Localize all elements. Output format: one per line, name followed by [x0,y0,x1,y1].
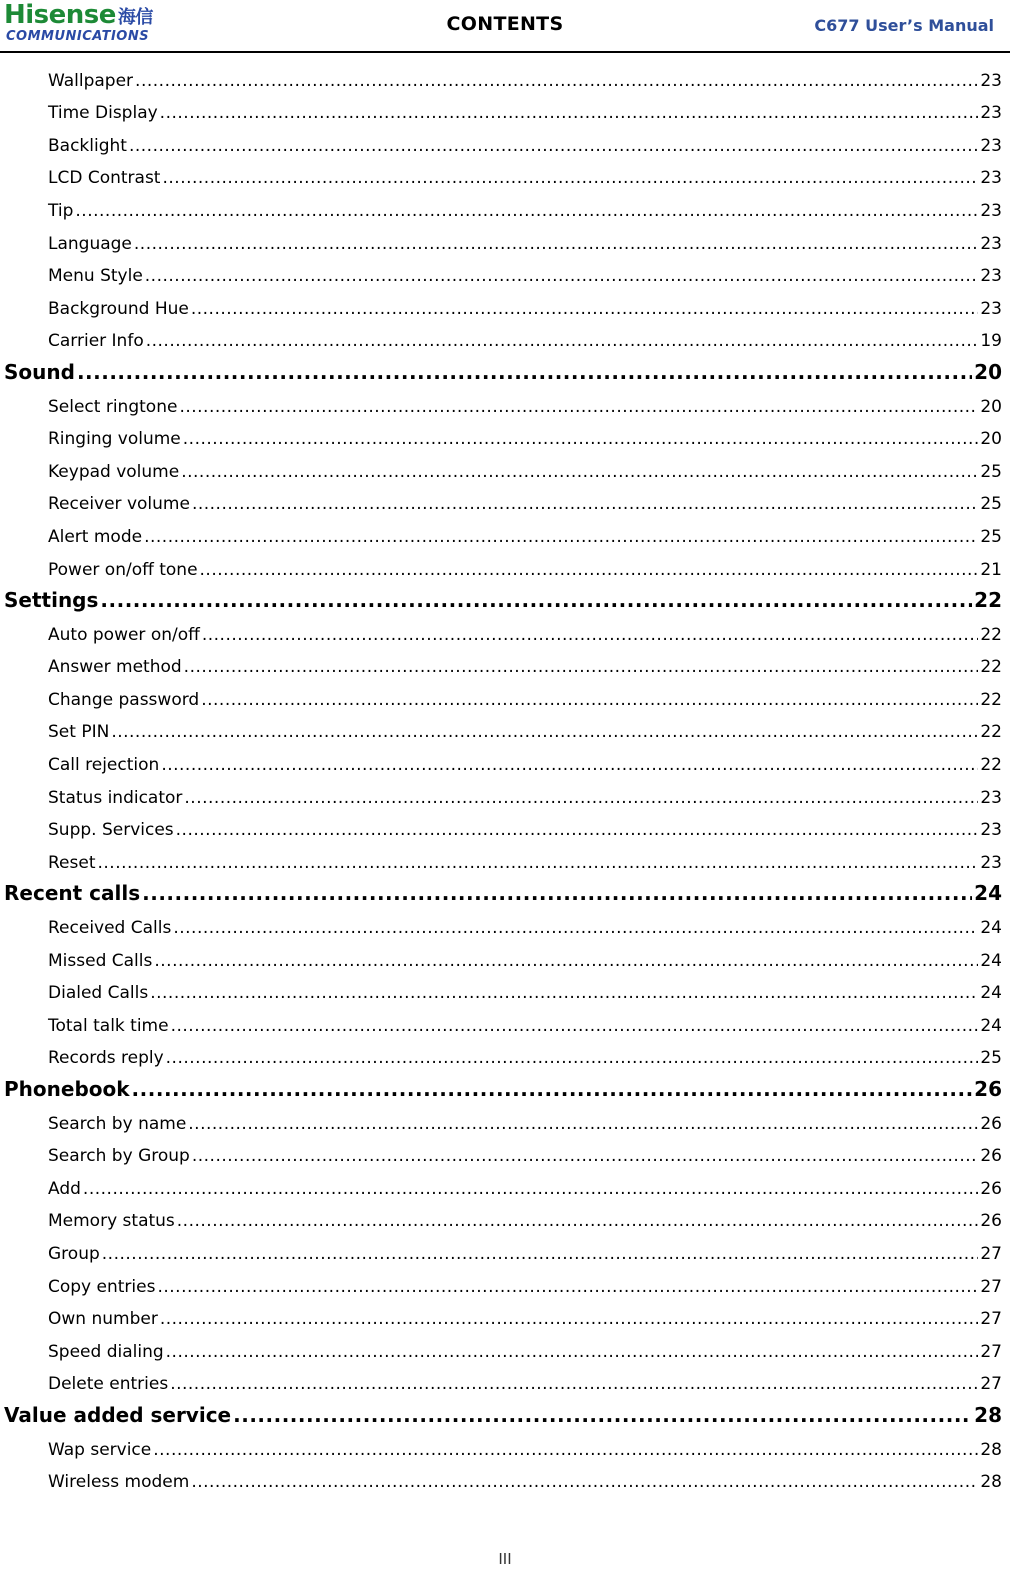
toc-page-number: 21 [980,559,1002,580]
toc-page-number: 22 [980,689,1002,710]
toc-page-number: 22 [974,588,1002,613]
toc-page-number: 27 [980,1243,1002,1264]
toc-entry-row[interactable] [0,1270,1010,1303]
toc-entry-row[interactable] [0,455,1010,488]
toc-entry-row[interactable] [0,716,1010,749]
toc-page-number: 25 [980,1048,1002,1069]
toc-dot-leader [134,234,978,254]
toc-page-number: 23 [980,820,1002,841]
toc-entry-label: Reset [48,852,96,873]
toc-entry-row[interactable] [0,1107,1010,1140]
toc-entry-row[interactable] [0,748,1010,781]
toc-page-number: 23 [980,135,1002,156]
toc-page-number: 22 [980,722,1002,743]
toc-section-label: Recent calls [4,881,141,906]
toc-entry-row[interactable] [0,618,1010,651]
toc-page-number: 22 [980,624,1002,645]
toc-dot-leader [192,1146,979,1166]
toc-page-number: 27 [980,1341,1002,1362]
toc-entry-row[interactable] [0,325,1010,358]
toc-page-number: 28 [974,1402,1002,1427]
toc-page-number: 19 [980,331,1002,352]
toc-entry-row[interactable] [0,1237,1010,1270]
toc-dot-leader [98,853,979,873]
toc-entry-row[interactable] [0,97,1010,130]
toc-entry-label: Search by Group [48,1146,190,1167]
toc-dot-leader [135,71,978,91]
table-of-contents [0,64,1010,1498]
toc-entry-label: Status indicator [48,787,183,808]
toc-dot-leader [183,429,979,449]
toc-entry-label: Own number [48,1309,158,1330]
toc-entry-row[interactable] [0,1303,1010,1336]
toc-entry-label: Keypad volume [48,461,180,482]
toc-page-number: 26 [980,1211,1002,1232]
toc-section-label: Phonebook [4,1077,130,1101]
document-title: CONTENTS [446,13,564,35]
toc-entry-row[interactable] [0,1433,1010,1466]
toc-dot-leader [201,690,978,710]
toc-page-number: 26 [980,1178,1002,1199]
toc-dot-leader [176,820,979,840]
toc-entry-label: Memory status [48,1211,175,1232]
toc-dot-leader [160,103,979,123]
toc-entry-row[interactable] [0,911,1010,944]
toc-page-number: 26 [974,1077,1002,1101]
toc-dot-leader [171,1016,979,1036]
toc-entry-row[interactable] [0,1172,1010,1205]
toc-dot-leader [166,1048,979,1068]
toc-page-number: 20 [980,429,1002,450]
toc-dot-leader [181,462,978,482]
toc-page-number: 24 [980,983,1002,1004]
header-rule [0,51,1010,53]
toc-entry-label: Answer method [48,657,182,678]
toc-page-number: 23 [980,852,1002,873]
toc-page-number: 20 [980,396,1002,417]
toc-entry-row[interactable] [0,651,1010,684]
toc-entry-row[interactable] [0,390,1010,423]
toc-entry-label: Delete entries [48,1374,169,1395]
toc-dot-leader [157,1277,978,1297]
toc-entry-label: Select ringtone [48,396,178,417]
toc-entry-row[interactable] [0,781,1010,814]
toc-dot-leader [191,1472,978,1492]
toc-entry-label: Alert mode [48,526,143,547]
toc-dot-leader [77,360,972,384]
toc-dot-leader [150,983,978,1003]
toc-dot-leader [142,881,972,905]
toc-entry-row[interactable] [0,1466,1010,1499]
toc-section-label: Sound [4,359,75,384]
toc-entry-label: Change password [48,689,200,710]
toc-page-number: 28 [980,1472,1002,1493]
toc-dot-leader [200,560,979,580]
toc-dot-leader [192,494,978,514]
toc-entry-label: Speed dialing [48,1341,164,1362]
toc-entry-row[interactable] [0,129,1010,162]
toc-section-row[interactable] [0,1074,1010,1107]
toc-entry-label: Supp. Services [48,820,174,841]
toc-dot-leader [173,918,978,938]
toc-entry-row[interactable] [0,944,1010,977]
toc-page-number: 24 [980,918,1002,939]
toc-dot-leader [179,397,978,417]
toc-page-number: 24 [980,950,1002,971]
toc-entry-row[interactable] [0,1140,1010,1173]
toc-dot-leader [162,168,978,188]
toc-entry-row[interactable] [0,814,1010,847]
toc-entry-label: Power on/off tone [48,559,198,580]
toc-page-number: 23 [980,168,1002,189]
toc-entry-row[interactable] [0,423,1010,456]
toc-entry-label: Menu Style [48,266,143,287]
logo-subtitle: COMMUNICATIONS [6,29,150,44]
toc-entry-label: Search by name [48,1113,187,1134]
toc-page-number: 20 [974,359,1002,384]
toc-entry-row[interactable] [0,64,1010,97]
toc-page-number: 28 [980,1439,1002,1460]
toc-page-number: 24 [980,1015,1002,1036]
toc-entry-row[interactable] [0,260,1010,293]
toc-entry-row[interactable] [0,977,1010,1010]
toc-page-number: 23 [980,200,1002,221]
toc-dot-leader [100,588,972,612]
toc-dot-leader [153,1440,978,1460]
toc-dot-leader [102,1244,979,1264]
toc-page-number: 22 [980,657,1002,678]
toc-page-number: 23 [980,266,1002,287]
toc-entry-label: Ringing volume [48,429,181,450]
toc-page-number: 26 [980,1146,1002,1167]
footer-page-number: III [498,1550,512,1568]
toc-entry-label: Copy entries [48,1276,156,1297]
toc-dot-leader [83,1179,978,1199]
toc-page-number: 22 [980,755,1002,776]
toc-entry-label: Call rejection [48,755,160,776]
toc-entry-label: Missed Calls [48,950,153,971]
toc-page-number: 25 [980,526,1002,547]
toc-entry-row[interactable] [0,553,1010,586]
toc-section-row[interactable] [0,586,1010,619]
toc-entry-row[interactable] [0,162,1010,195]
toc-entry-row[interactable] [0,1042,1010,1075]
toc-dot-leader [145,266,979,286]
toc-entry-row[interactable] [0,846,1010,879]
toc-entry-label: LCD Contrast [48,168,161,189]
toc-dot-leader [177,1211,979,1231]
toc-dot-leader [184,788,978,808]
toc-entry-label: Group [48,1243,100,1264]
toc-entry-label: Receiver volume [48,494,190,515]
toc-dot-leader [184,657,979,677]
toc-section-label: Value added service [4,1402,232,1427]
logo-brand-text: Hisense [4,0,116,30]
toc-dot-leader [233,1403,972,1427]
toc-dot-leader [146,331,979,351]
toc-dot-leader [191,299,979,319]
toc-page-number: 23 [980,787,1002,808]
page-header [0,0,1010,54]
toc-entry-label: Wap service [48,1439,152,1460]
logo-cn-text: 海信 [117,7,153,28]
toc-entry-row[interactable] [0,1009,1010,1042]
toc-page-number: 25 [980,461,1002,482]
toc-page-number: 24 [974,881,1002,906]
toc-dot-leader [144,527,978,547]
toc-entry-label: Received Calls [48,918,172,939]
toc-entry-label: Language [48,233,132,254]
toc-dot-leader [170,1374,978,1394]
toc-entry-row[interactable] [0,488,1010,521]
toc-entry-row[interactable] [0,1205,1010,1238]
toc-entry-row[interactable] [0,292,1010,325]
toc-entry-label: Background Hue [48,298,189,319]
toc-entry-label: Backlight [48,135,127,156]
toc-page-number: 27 [980,1374,1002,1395]
toc-entry-label: Add [48,1178,81,1199]
toc-dot-leader [160,1309,979,1329]
toc-page-number: 23 [980,298,1002,319]
toc-page-number: 26 [980,1113,1002,1134]
toc-section-row[interactable] [0,357,1010,390]
toc-entry-label: Records reply [48,1048,164,1069]
toc-dot-leader [154,951,978,971]
manual-title: C677 User’s Manual [814,16,994,35]
toc-page-number: 25 [980,494,1002,515]
toc-dot-leader [188,1114,978,1134]
toc-entry-label: Total talk time [48,1015,169,1036]
toc-dot-leader [161,755,978,775]
toc-entry-row[interactable] [0,1368,1010,1401]
toc-entry-label: Time Display [48,103,158,124]
toc-entry-label: Dialed Calls [48,983,149,1004]
toc-entry-row[interactable] [0,194,1010,227]
toc-entry-label: Auto power on/off [48,624,200,645]
toc-dot-leader [111,722,978,742]
toc-dot-leader [132,1077,973,1101]
toc-section-row[interactable] [0,1400,1010,1433]
toc-entry-label: Tip [48,200,74,221]
toc-entry-label: Set PIN [48,722,110,743]
toc-entry-row[interactable] [0,227,1010,260]
toc-dot-leader [166,1342,979,1362]
toc-dot-leader [129,136,978,156]
toc-page-number: 23 [980,103,1002,124]
toc-entry-label: Wireless modem [48,1472,190,1493]
toc-dot-leader [75,201,978,221]
toc-page-number: 23 [980,70,1002,91]
toc-dot-leader [202,625,979,645]
toc-section-row[interactable] [0,879,1010,912]
toc-page-number: 23 [980,233,1002,254]
toc-page-number: 27 [980,1276,1002,1297]
toc-entry-row[interactable] [0,1335,1010,1368]
toc-entry-label: Carrier Info [48,331,144,352]
toc-section-label: Settings [4,588,99,613]
toc-entry-row[interactable] [0,520,1010,553]
toc-entry-row[interactable] [0,683,1010,716]
toc-page-number: 27 [980,1309,1002,1330]
toc-entry-label: Wallpaper [48,70,134,91]
